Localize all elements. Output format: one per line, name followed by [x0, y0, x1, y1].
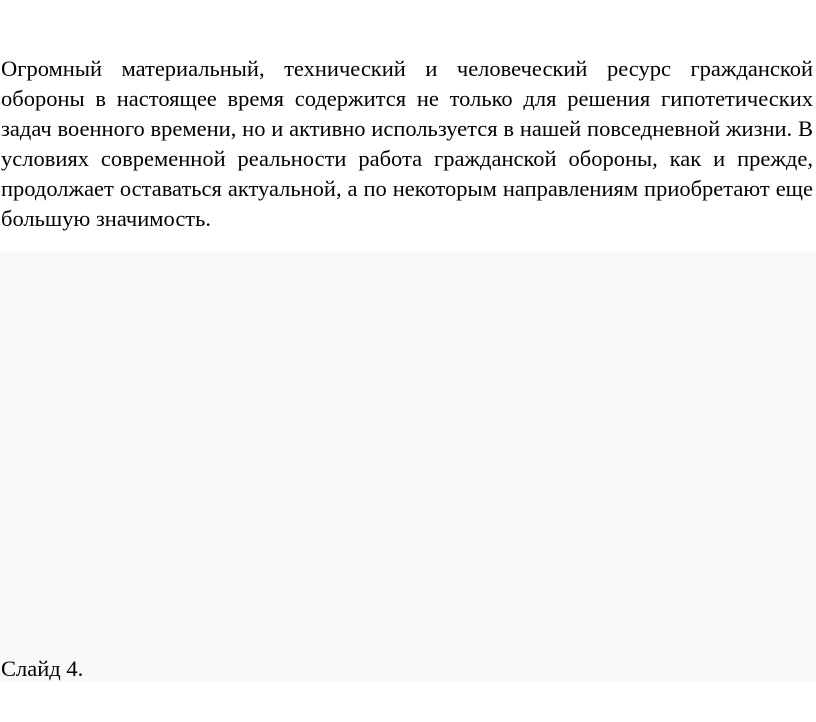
slide-image-placeholder — [0, 252, 816, 682]
body-paragraph: Огромный материальный, технический и человеческий ресурс гражданской обороны в настоящее время содержится не только для решения гипотетических задач военного времени, но и активно используется в нашей повседневной жизни. В условиях современной реальности работа гражданской обороны, как и прежде, продолжает оставаться актуальной, а по некоторым направлениям приобретают еще большую значимость. — [1, 56, 813, 231]
slide-caption: Слайд 4. — [1, 656, 84, 681]
